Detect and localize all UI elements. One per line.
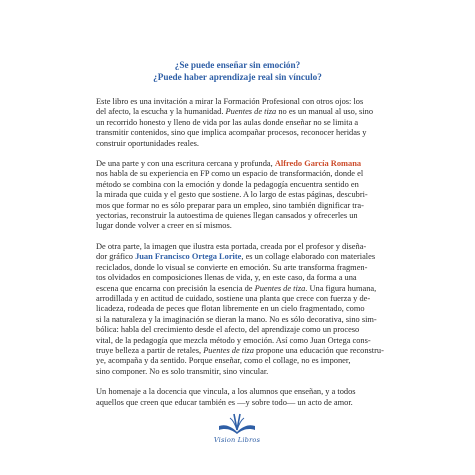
paragraph-closing <box>96 387 380 408</box>
text-span: . Una figura humana, <box>305 283 377 293</box>
text-span: truye belleza a partir de retales, <box>96 345 202 355</box>
text-span: escena que encarna con precisión la esencia de <box>96 283 253 293</box>
paragraph-illustrator <box>96 241 384 377</box>
text-line: método se combina con la emoción y donde la pedagogía encuentra sentido en <box>96 179 359 189</box>
text-line: mos que formar no es sólo preparar para un empleo, sino también dignificar tra- <box>96 200 364 210</box>
text-line: la mirada que cuida y el gesto que sostiene. A lo largo de estas páginas, descubri- <box>96 190 368 200</box>
book-title-italic: Puentes de tiza <box>254 283 306 293</box>
text-line: aquellos que creen que educar también es —y sobre todo— un acto de amor. <box>96 397 353 407</box>
book-icon <box>207 410 267 438</box>
text-line: Un homenaje a la docencia que vincula, a los alumnos que enseñan, y a todos <box>96 387 356 397</box>
author-name: Alfredo García Romana <box>274 159 362 169</box>
text-line: transmitir contenidos, sino que implica acompañar procesos, reconocer heridas y <box>96 128 367 138</box>
headline-line-2: ¿Puede haber aprendizaje real sin vínculo? <box>153 71 322 82</box>
paragraph-author <box>96 159 380 232</box>
book-title-italic: Puentes de tiza <box>225 107 277 117</box>
text-line: reciclados, donde lo visual se convierte en emoción. Su arte transforma fragmen- <box>96 262 368 272</box>
text-line: arrodillada y en actitud de cuidado, sostiene una planta que crece con fuerza y de- <box>96 293 371 303</box>
text-line: vital, de la pedagogía que mezcla método y emoción. Así como Juan Ortega cons- <box>96 335 371 345</box>
text-line <box>96 159 380 169</box>
text-line: nos habla de su experiencia en FP como un espacio de transformación, donde el <box>96 169 364 179</box>
text-line: construir oportunidades reales. <box>96 138 200 148</box>
text-line: yectorias, reconstruir la autoestima de quienes llegan cansados y ofrecerles un <box>96 211 358 221</box>
text-line: un recorrido honesto y lleno de vida por las aulas donde enseñar no se limita a <box>96 117 359 127</box>
text-line: bólica: habla del crecimiento desde el afecto, del aprendizaje como un proceso <box>96 325 360 335</box>
text-line <box>96 284 380 294</box>
text-line: tos olvidados en composiciones llenas de vida, y, en este caso, da forma a una <box>96 273 357 283</box>
text-line <box>96 107 380 117</box>
text-span: dor gráfico <box>96 252 133 262</box>
text-line: ye, acompaña y da sentido. Porque enseñar, como el collage, no es imponer, <box>96 356 351 366</box>
text-span: De una parte y con una escritura cercana y profunda, <box>96 159 273 169</box>
text-line: lugar donde volver a creer en sí mismos. <box>96 221 232 231</box>
book-title-italic: Puentes de tiza <box>203 345 254 355</box>
publisher-logo <box>207 410 267 452</box>
text-line: De otra parte, la imagen que ilustra esta portada, creada por el profesor y diseña- <box>96 241 367 251</box>
text-line: Este libro es una invitación a mirar la Formación Profesional con otros ojos: los <box>96 97 364 106</box>
text-line <box>96 345 384 356</box>
text-line: licadeza, rodeada de peces que flotan libremente en un cielo fragmentado, como <box>96 304 365 314</box>
blurb <box>96 97 384 418</box>
headline-line-1: ¿Se puede enseñar sin emoción? <box>174 60 301 70</box>
text-span: no es un manual al uso, sino <box>278 107 374 117</box>
text-span: del afecto, la escucha y la humanidad. <box>96 107 224 117</box>
paragraph-intro <box>96 97 380 149</box>
text-line <box>96 252 380 262</box>
text-line: sino componer. No es solo transmitir, sino vincular. <box>96 366 269 376</box>
text-line: si la naturaleza y la imaginación se dieran la mano. No es sólo decorativa, sino sim- <box>96 314 377 324</box>
publisher-name: Vision Libros <box>213 436 261 444</box>
text-span: , es un collage elaborado con materiales <box>241 252 376 262</box>
text-span: propone una educación que reconstru- <box>256 345 384 355</box>
designer-name: Juan Francisco Ortega Lorite <box>135 252 242 262</box>
headline <box>96 60 379 83</box>
